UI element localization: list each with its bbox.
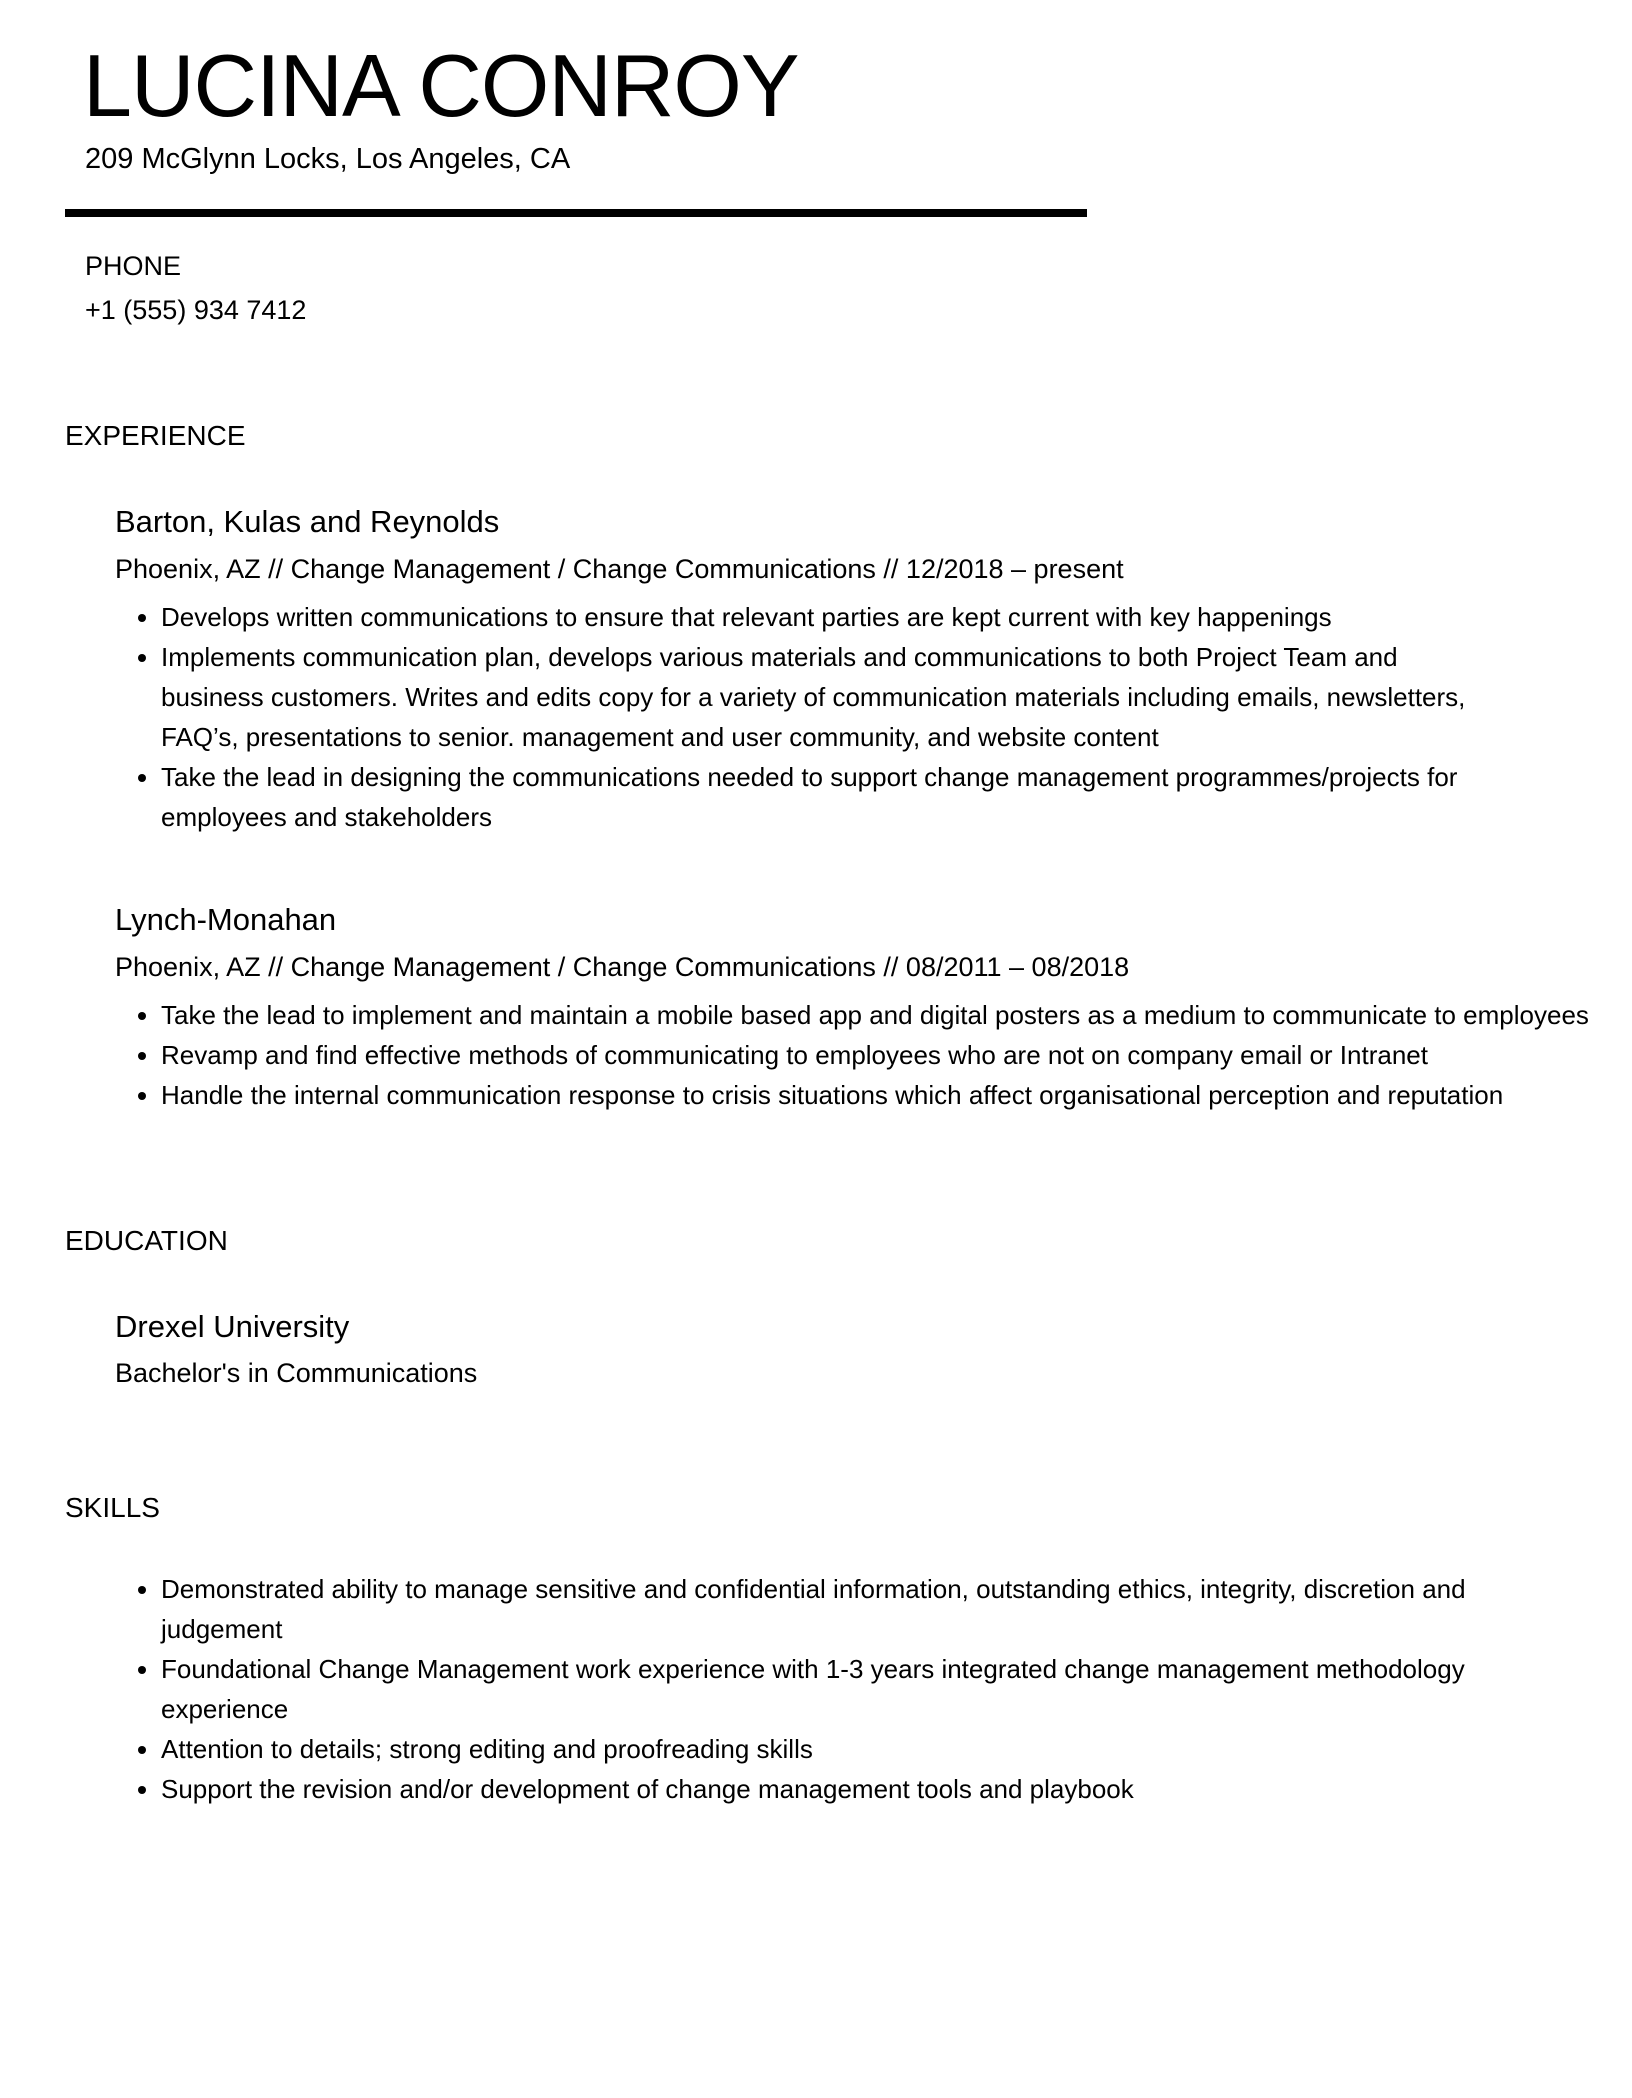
list-item: • Attention to details; strong editing and proofreading skills [161,1729,1531,1769]
skills-list [115,1569,1531,1809]
degree: Bachelor's in Communications [115,1358,478,1388]
list-item: • Implements communication plan, develops various materials and communications to both Project Team and business customers. Writes and edits copy for a variety of communication materials including emails, newsletters, FAQ’s, presentations to senior. management and user community, and website content [161,637,1501,757]
job-bullets [115,597,1501,837]
job-company: Barton, Kulas and Reynolds [115,504,500,539]
school-name: Drexel University [115,1309,350,1344]
experience-heading: EXPERIENCE [65,420,246,451]
job-details: Phoenix, AZ // Change Management / Change Communications // 12/2018 – present [115,554,1124,584]
list-item: • Support the revision and/or development of change management tools and playbook [161,1769,1531,1809]
header-divider [65,209,1087,217]
phone-label: PHONE [85,251,182,281]
list-item: • Revamp and find effective methods of communicating to employees who are not on company email or Intranet [161,1035,1601,1075]
list-item: • Foundational Change Management work experience with 1-3 years integrated change management methodology experience [161,1649,1531,1729]
list-item: • Develops written communications to ensure that relevant parties are kept current with key happenings [161,597,1501,637]
job-bullets [115,995,1601,1115]
address: 209 McGlynn Locks, Los Angeles, CA [85,143,571,175]
phone-number: +1 (555) 934 7412 [85,295,307,325]
list-item: • Handle the internal communication response to crisis situations which affect organisational perception and reputation [161,1075,1601,1115]
list-item: • Demonstrated ability to manage sensitive and confidential information, outstanding ethics, integrity, discretion and judgement [161,1569,1531,1649]
list-item: • Take the lead to implement and maintain a mobile based app and digital posters as a medium to communicate to employees [161,995,1601,1035]
job-company: Lynch-Monahan [115,902,337,937]
education-heading: EDUCATION [65,1225,228,1256]
candidate-name: LUCINA CONROY [83,36,799,135]
list-item: • Take the lead in designing the communications needed to support change management programmes/projects for employees and stakeholders [161,757,1501,837]
job-details: Phoenix, AZ // Change Management / Change Communications // 08/2011 – 08/2018 [115,952,1130,982]
skills-heading: SKILLS [65,1492,160,1523]
